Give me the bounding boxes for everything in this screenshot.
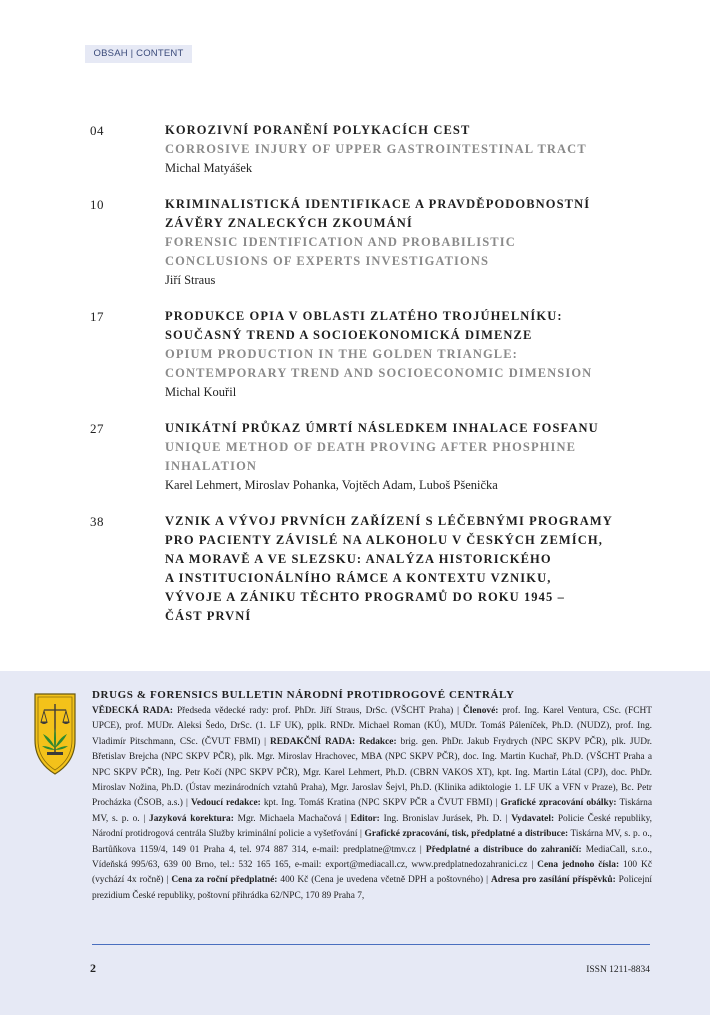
- toc-title-czech: VZNIK A VÝVOJ PRVNÍCH ZAŘÍZENÍ S LÉČEBNÝMI PROGRAMY: [165, 514, 613, 528]
- toc-title-english: OPIUM PRODUCTION IN THE GOLDEN TRIANGLE:: [165, 347, 518, 361]
- toc-authors: Karel Lehmert, Miroslav Pohanka, Vojtěch Adam, Luboš Pšenička: [165, 478, 498, 492]
- toc-title-english: UNIQUE METHOD OF DEATH PROVING AFTER PHOSPHINE: [165, 440, 577, 454]
- masthead-text: 100 Kč (vychází 4x ročně) |: [92, 860, 652, 886]
- toc-authors: Jiří Straus: [165, 273, 216, 287]
- masthead-label: Cena jednoho čísla:: [537, 860, 620, 871]
- footer-rule: [92, 944, 650, 945]
- toc-page-number: 17: [90, 309, 104, 324]
- issn: ISSN 1211-8834: [586, 965, 650, 975]
- toc-entry: [90, 121, 630, 178]
- police-shield-logo-icon: [33, 690, 77, 776]
- toc-title-english: CONCLUSIONS OF EXPERTS INVESTIGATIONS: [165, 254, 490, 268]
- toc-title-czech: KRIMINALISTICKÁ IDENTIFIKACE A PRAVDĚPODOBNOSTNÍ: [165, 197, 591, 211]
- masthead-text: brig. gen. PhDr. Jakub Frydrych (NPC SKPV PČR), plk. JUDr. Břetislav Brejcha (NPC SKPV PČR), plk. Mgr. Miroslav Hrachovec, MBA (NPC SKPV PČR), doc. Ing. Martin Kuchař, Ph.D. (VŠCHT Praha a NPC SKPV PČR), Ing. Petr Kočí (NPC SKPV PČR), Mgr. Karel Lehmert, Ph.D. (CBRN VAKOS XT), kpt. Ing. Martin Látal (CPJ), doc. PhDr. Miroslav Nožina, Ph.D. (Ústav mezinárodních vztahů Praha), Mgr. Jaroslav Šejvl, Ph.D. (Klinika adiktologie 1. LF UK a VFN v Praze), Bc. Petr Procházka (ČSOB, a.s.) |: [92, 736, 652, 809]
- masthead-text: Mgr. Michaela Machačová |: [233, 813, 351, 824]
- masthead-body: [92, 704, 652, 904]
- masthead-label: Adresa pro zasílání příspěvků:: [490, 875, 616, 886]
- toc-entry: [90, 419, 630, 495]
- toc-authors: Michal Matyášek: [165, 161, 253, 175]
- masthead-text: 400 Kč (Cena je uvedena včetně DPH a poštovného) |: [277, 875, 491, 886]
- toc-title-czech: NA MORAVĚ A VE SLEZSKU: ANALÝZA HISTORICKÉHO: [165, 552, 552, 566]
- toc-title-english: CONTEMPORARY TREND AND SOCIOECONOMIC DIMENSION: [165, 366, 593, 380]
- toc-title-czech: KOROZIVNÍ PORANĚNÍ POLYKACÍCH CEST: [165, 123, 471, 137]
- toc-title-czech: VÝVOJE A ZÁNIKU TĚCHTO PROGRAMŮ DO ROKU 1945 –: [165, 590, 565, 604]
- masthead-text: Policejní prezidium České republiky, poštovní přihrádka 62/NPC, 170 89 Praha 7,: [92, 875, 652, 901]
- toc-page-number: 38: [90, 514, 104, 529]
- toc-title-czech: PRODUKCE OPIA V OBLASTI ZLATÉHO TROJÚHELNÍKU:: [165, 309, 563, 323]
- masthead-label: Grafické zpracování obálky:: [500, 798, 617, 809]
- masthead-label: Vedoucí redakce:: [190, 798, 261, 809]
- table-of-contents: [90, 121, 630, 626]
- toc-title-english: FORENSIC IDENTIFICATION AND PROBABILISTIC: [165, 235, 516, 249]
- masthead-label: Jazyková korektura:: [149, 813, 234, 824]
- toc-title-english: INHALATION: [165, 459, 258, 473]
- toc-title-czech: UNIKÁTNÍ PRŮKAZ ÚMRTÍ NÁSLEDKEM INHALACE FOSFANU: [165, 421, 599, 435]
- masthead-text: Policie České republiky, Národní protidrogová centrála Služby kriminální policie a vyšetřování |: [92, 813, 652, 840]
- masthead-label: VĚDECKÁ RADA:: [92, 706, 174, 716]
- masthead-text: MediaCall, s.r.o., Vídeňská 995/63, 639 00 Brno, tel.: 532 165 165, e-mail: export@mediacall.cz, www.predplatnedozahranici.cz |: [92, 844, 653, 871]
- toc-entry: [90, 307, 630, 402]
- toc-title-english: CORROSIVE INJURY OF UPPER GASTROINTESTINAL TRACT: [165, 142, 587, 156]
- toc-page-number: 04: [90, 123, 104, 138]
- page-number: 2: [90, 961, 96, 975]
- masthead-label: Členové:: [462, 706, 499, 716]
- toc-title-czech: A INSTITUCIONÁLNÍHO RÁMCE A KONTEXTU VZNIKU,: [165, 571, 552, 585]
- masthead-text: Tiskárna MV, s. p. o. |: [92, 798, 652, 824]
- masthead-label: Editor:: [350, 813, 380, 824]
- toc-title-czech: ČÁST PRVNÍ: [165, 609, 252, 623]
- masthead: [92, 686, 652, 904]
- toc-authors: Michal Kouřil: [165, 385, 237, 399]
- toc-page-number: 10: [90, 197, 104, 212]
- masthead-label: Cena za roční předplatné:: [171, 875, 278, 886]
- masthead-text: kpt. Ing. Tomáš Kratina (NPC SKPV PČR a ČVUT FBMI) |: [260, 798, 501, 809]
- toc-entry: [90, 195, 630, 290]
- toc-title-czech: PRO PACIENTY ZÁVISLÉ NA ALKOHOLU V ČESKÝCH ZEMÍCH,: [165, 533, 603, 547]
- masthead-label: REDAKČNÍ RADA: Redakce:: [269, 736, 397, 747]
- toc-page-number: 27: [90, 421, 104, 436]
- masthead-title: DRUGS & FORENSICS BULLETIN NÁRODNÍ PROTIDROGOVÉ CENTRÁLY: [92, 689, 515, 701]
- masthead-text: Ing. Bronislav Jurásek, Ph. D. |: [379, 813, 512, 824]
- toc-title-czech: ZÁVĚRY ZNALECKÝCH ZKOUMÁNÍ: [165, 216, 413, 230]
- toc-title-czech: SOUČASNÝ TREND A SOCIOEKONOMICKÁ DIMENZE: [165, 328, 533, 342]
- masthead-text: Předseda vědecké rady: prof. PhDr. Jiří Straus, DrSc. (VŠCHT Praha) |: [173, 706, 463, 716]
- masthead-label: Grafické zpracování, tisk, předplatné a distribuce:: [364, 829, 569, 840]
- masthead-text: Tiskárna MV, s. p. o., Bartůňkova 1159/4, 149 01 Praha 4, tel. 974 887 314, e-mail: predplatne@tmv.cz |: [92, 829, 653, 855]
- section-tag: OBSAH | CONTENT: [85, 45, 192, 63]
- masthead-label: Vydavatel:: [511, 813, 555, 824]
- toc-entry: [90, 512, 630, 626]
- masthead-label: Předplatné a distribuce do zahraničí:: [425, 844, 582, 855]
- masthead-text: prof. Ing. Karel Ventura, CSc. (FCHT UPCE), prof. MUDr. Aleksi Šedo, DrSc. (1. LF UK), pplk. RNDr. Michael Roman (KÚ), MUDr. Tomáš Páleníček, Ph.D. (NUDZ), prof. Ing. Vladimír Pitschmann, CSc. (ČVUT FBMI) |: [92, 706, 652, 747]
